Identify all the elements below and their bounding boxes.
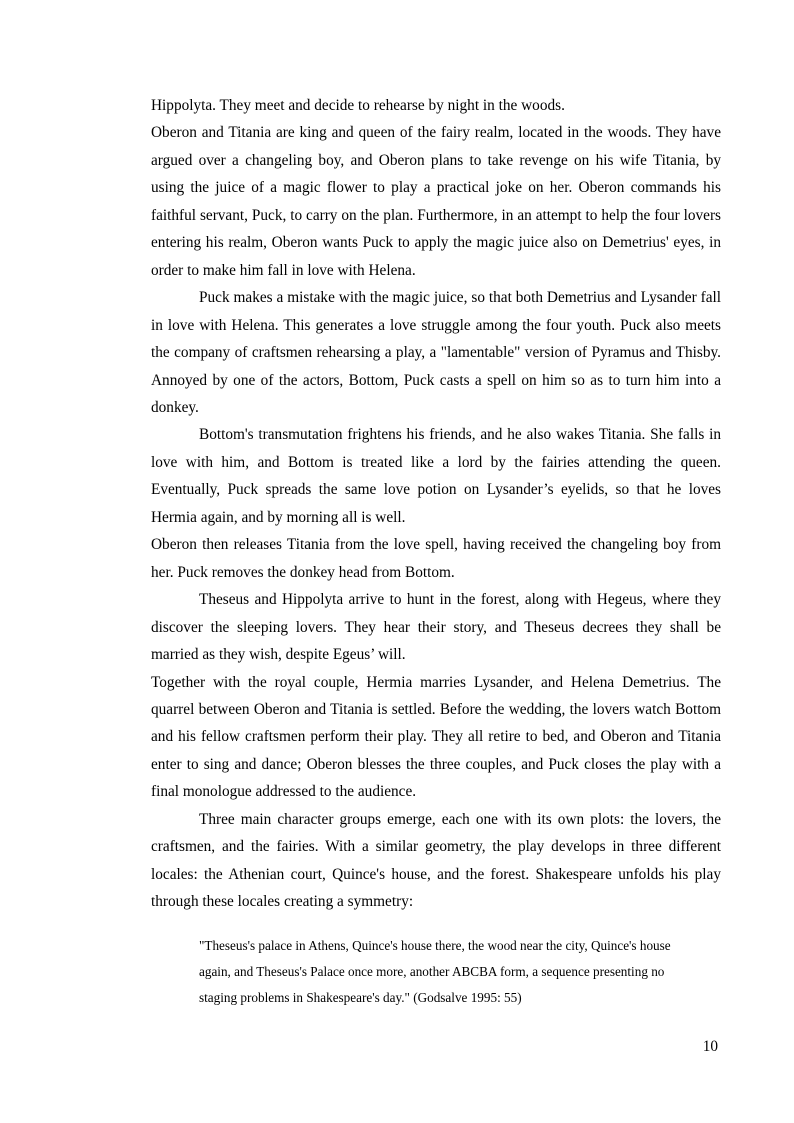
paragraph-5: Oberon then releases Titania from the love spell, having received the changeling boy from her. Puck removes the donkey head from Bottom. — [151, 536, 721, 581]
paragraph-6: Theseus and Hippolyta arrive to hunt in the forest, along with Hegeus, where they discover the sleeping lovers. They hear their story, and Theseus decrees they shall be married as they wish, despite Egeus’ will. — [151, 591, 721, 664]
block-quote-text: "Theseus's palace in Athens, Quince's house there, the wood near the city, Quince's house again, and Theseus's Palace once more, another ABCBA form, a sequence presenting no staging problems in Shakespeare's day." (Godsalve 1995: 55) — [199, 938, 671, 1005]
paragraph-8: Three main character groups emerge, each one with its own plots: the lovers, the craftsmen, and the fairies. With a similar geometry, the play develops in three different locales: the Athenian court, Quince's house, and the forest. Shakespeare unfolds his play through these locales creating a symmetry: — [151, 810, 721, 911]
paragraph-3: Puck makes a mistake with the magic juice, so that both Demetrius and Lysander fall in love with Helena. This generates a love struggle among the four youth. Puck also meets the company of craftsmen rehearsing a play, a "lamentable" version of Pyramus and Thisby. Annoyed by one of the actors, Bottom, Puck casts a spell on him so as to turn him into a donkey. — [151, 289, 721, 416]
paragraph-2: Oberon and Titania are king and queen of the fairy realm, located in the woods. They have argued over a changeling boy, and Oberon plans to take revenge on his wife Titania, by using the juice of a magic flower to play a practical joke on her. Oberon commands his faithful servant, Puck, to carry on the plan. Furthermore, in an attempt to help the four lovers entering his realm, Oberon wants Puck to apply the magic juice also on Demetrius' eyes, in order to make him fall in love with Helena. — [151, 124, 721, 279]
block-quote — [199, 933, 679, 1011]
paragraph-1: Hippolyta. They meet and decide to rehearse by night in the woods. — [151, 97, 565, 114]
paragraph-7: Together with the royal couple, Hermia marries Lysander, and Helena Demetrius. The quarrel between Oberon and Titania is settled. Before the wedding, the lovers watch Bottom and his fellow craftsmen perform their play. They all retire to bed, and Oberon and Titania enter to sing and dance; Oberon blesses the three couples, and Puck closes the play with a final monologue addressed to the audience. — [151, 673, 721, 801]
page-number: 10 — [702, 1038, 718, 1055]
paragraph-4: Bottom's transmutation frightens his friends, and he also wakes Titania. She falls in love with him, and Bottom is treated like a lord by the fairies attending the queen. Eventually, Puck spreads the same love potion on Lysander’s eyelids, so that he loves Hermia again, and by morning all is well. — [151, 426, 721, 526]
body-text — [151, 92, 721, 916]
